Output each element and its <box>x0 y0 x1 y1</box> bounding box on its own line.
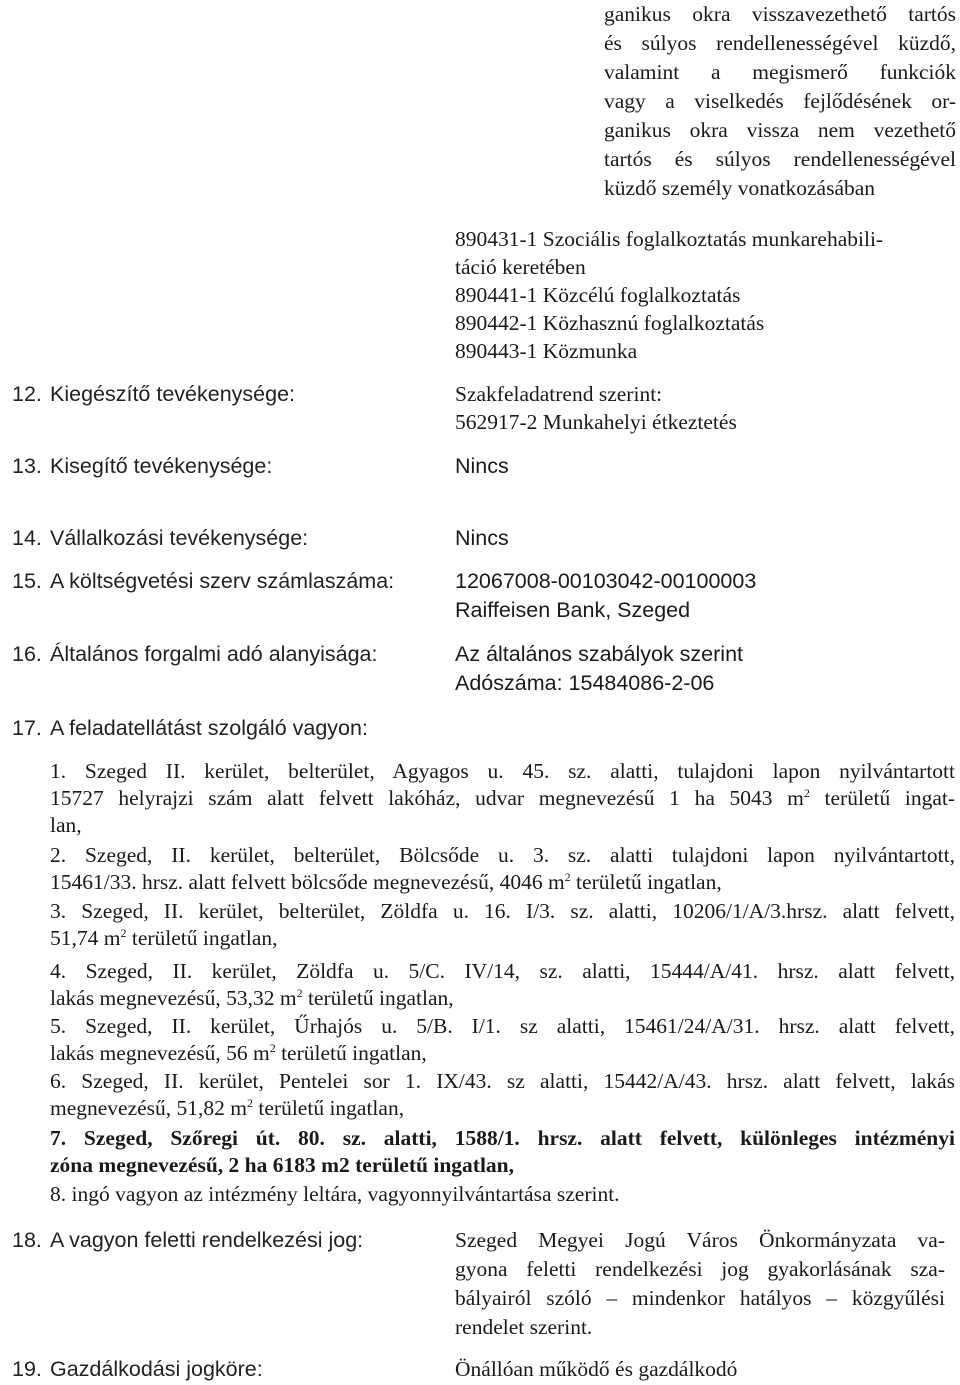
code-line: 890431-1 Szociális foglalkoztatás munkarehabili- <box>455 227 884 251</box>
item-18-value: Szeged Megyei Jogú Város Önkormányzata va- gyona feletti rendelkezési jog gyakorlásának sza- bályairól szóló – mindenkor hatályos – közgyűlési rendelet szerint. <box>455 1228 945 1339</box>
item-17-label: 17. A feladatellátást szolgáló vagyon: <box>12 716 368 740</box>
code-line: 890442-1 Közhasznú foglalkoztatás <box>455 311 765 335</box>
code-line: táció keretében <box>455 255 586 279</box>
asset-item-7: 7. Szeged, Szőregi út. 80. sz. alatti, 1588/1. hrsz. alatt felvett, különleges intézményi zóna megnevezésű, 2 ha 6183 m2 területű ingatlan, <box>50 1126 955 1177</box>
asset-item-4: 4. Szeged, II. kerület, Zöldfa u. 5/C. IV/14, sz. alatti, 15444/A/41. hrsz. alatt felvett, lakás megnevezésű, 53,32 $m^2$ területű ingatlan, <box>50 959 955 1010</box>
asset-item-2: 2. Szeged, II. kerület, belterület, Bölcsőde u. 3. sz. alatti tulajdoni lapon nyilvántartott, 15461/33. hrsz. alatt felvett bölcsőde megnevezésű, 4046 $m^2$ területű ingatlan, <box>50 843 955 894</box>
asset-item-5: 5. Szeged, II. kerület, Űrhajós u. 5/B. I/1. sz alatti, 15461/24/A/31. hrsz. alatt felvett, lakás megnevezésű, 56 $m^2$ területű ingatlan, <box>50 1014 955 1065</box>
asset-item-1: 1. Szeged II. kerület, belterület, Agyagos u. 45. sz. alatti, tulajdoni lapon nyilvántartott 15727 helyrajzi szám alatt felvett lakóház, udvar megnevezésű 1 ha 5043 $m^2$ területű ingat- lan, <box>50 759 955 837</box>
item-12-label: 12. Kiegészítő tevékenysége: <box>12 382 296 406</box>
item-13-value: Nincs <box>455 454 509 478</box>
intro-line: valamint a megismerő funkciók <box>604 60 956 84</box>
item-12-value: Szakfeladatrend szerint: <box>455 382 663 406</box>
item-16-value: Az általános szabályok szerint <box>455 642 744 666</box>
intro-paragraph <box>604 0 956 203</box>
intro-line: tartós és súlyos rendellenességével <box>604 147 956 171</box>
asset-item-8: 8. ingó vagyon az intézmény leltára, vagyonnyilvántartása szerint. <box>50 1182 620 1206</box>
code-line: 890441-1 Közcélú foglalkoztatás <box>455 283 741 307</box>
item-12-value-code: 562917-2 Munkahelyi étkeztetés <box>455 410 737 434</box>
item-15-bank: Raiffeisen Bank, Szeged <box>455 598 691 622</box>
item-18-label: 18. A vagyon feletti rendelkezési jog: <box>12 1228 364 1252</box>
intro-line: ganikus okra vissza nem vezethető <box>604 118 956 142</box>
item-19-label: 19. Gazdálkodási jogköre: <box>12 1357 263 1381</box>
intro-line: és súlyos rendellenességével küzdő, <box>604 31 956 55</box>
item-13-label: 13. Kisegítő tevékenysége: <box>12 454 273 478</box>
intro-line: küzdő személy vonatkozásában <box>604 176 876 200</box>
item-16-label: 16. Általános forgalmi adó alanyisága: <box>12 642 378 666</box>
asset-item-6: 6. Szeged, II. kerület, Pentelei sor 1. IX/43. sz alatti, 15442/A/43. hrsz. alatt felvett, lakás megnevezésű, 51,82 $m^2$ területű ingatlan, <box>50 1069 955 1120</box>
intro-line: ganikus okra visszavezethető tartós <box>604 2 956 26</box>
asset-item-3: 3. Szeged, II. kerület, belterület, Zöldfa u. 16. I/3. sz. alatti, 10206/1/A/3.hrsz. alatt felvett, 51,74 $m^2$ területű ingatlan, <box>50 899 955 950</box>
item-15-account-number: 12067008-00103042-00100003 <box>455 569 757 593</box>
item-16-tax-number: Adószáma: 15484086-2-06 <box>455 671 715 695</box>
item-14-label: 14. Vállalkozási tevékenysége: <box>12 526 309 550</box>
code-line: 890443-1 Közmunka <box>455 339 638 363</box>
item-19-value: Önállóan működő és gazdálkodó <box>455 1357 738 1381</box>
item-15-label: 15. A költségvetési szerv számlaszáma: <box>12 569 395 593</box>
intro-line: vagy a viselkedés fejlődésének or- <box>604 89 956 113</box>
item-14-value: Nincs <box>455 526 509 550</box>
